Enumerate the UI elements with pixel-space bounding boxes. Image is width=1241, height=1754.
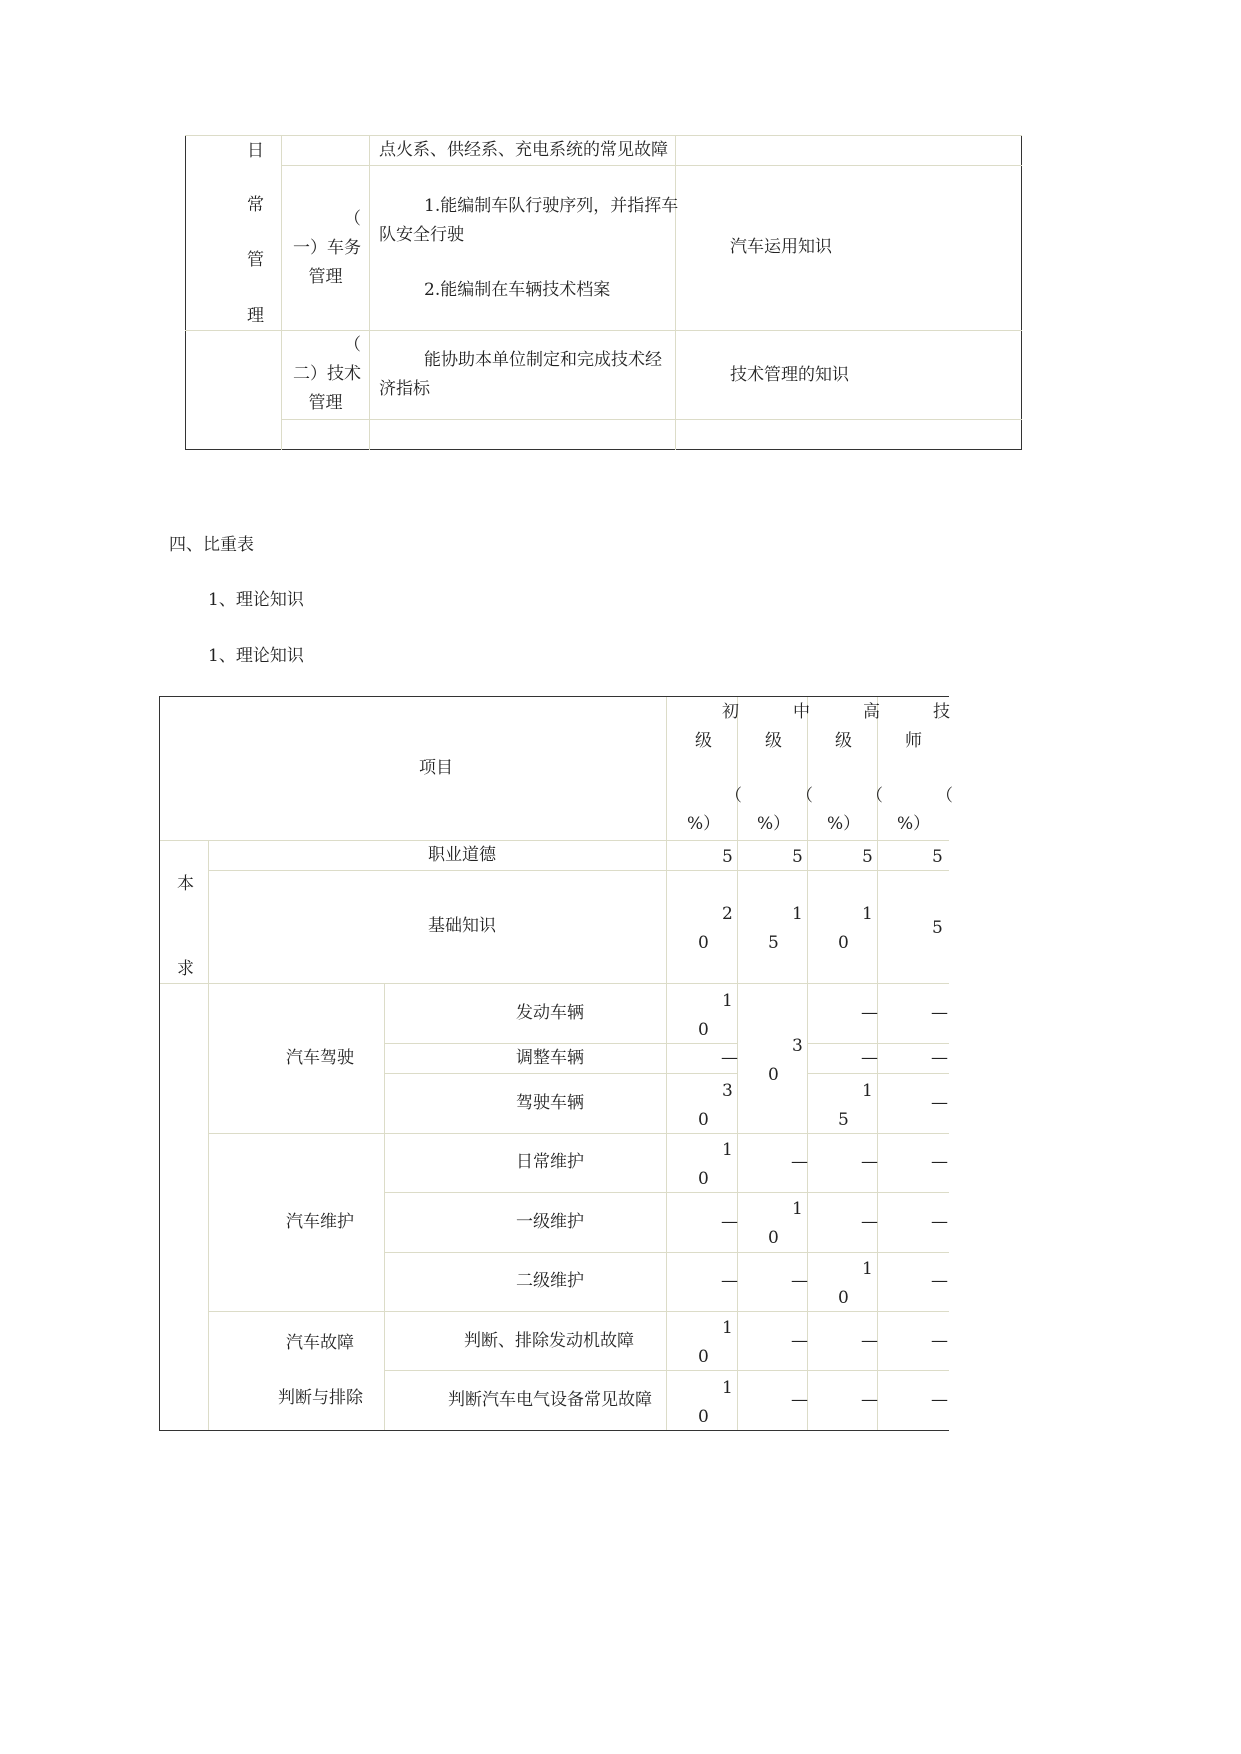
level-header-unit: %） — [687, 814, 721, 834]
section-heading: 四、比重表 — [169, 535, 254, 555]
cell-value: 2 — [722, 904, 733, 924]
cell-value: 0 — [768, 1228, 779, 1248]
group-label: 汽车故障 — [286, 1333, 354, 1353]
group-char: 求 — [177, 959, 194, 979]
cell-value: 5 — [722, 847, 733, 867]
cell-value: 0 — [698, 1347, 709, 1367]
cell-value: 1 — [862, 904, 873, 924]
cell-value: — — [721, 1048, 738, 1068]
cell-value: 1 — [862, 1081, 873, 1101]
content-text: 点火系、供经系、充电系统的常见故障 — [379, 140, 668, 160]
level-header-top: 初 — [722, 702, 739, 722]
cell-value: 5 — [792, 847, 803, 867]
section-char: 理 — [247, 306, 264, 326]
row-label: 职业道德 — [428, 845, 496, 865]
group-label: 判断与排除 — [278, 1388, 363, 1408]
row-label: 驾驶车辆 — [516, 1093, 584, 1113]
item-text: 一）车务 — [293, 238, 361, 258]
item-text: 管理 — [308, 393, 343, 413]
cell-value: 0 — [698, 933, 709, 953]
cell-value: 1 — [722, 1318, 733, 1338]
cell-value: — — [861, 1048, 878, 1068]
cell-value: — — [861, 1331, 878, 1351]
item-header: 项目 — [419, 758, 453, 778]
level-header-unit: %） — [897, 814, 931, 834]
sub-heading: 1、理论知识 — [208, 590, 304, 610]
cell-value: 5 — [768, 933, 779, 953]
level-header-unit: %） — [827, 814, 861, 834]
level-header-mid: 级 — [835, 731, 852, 751]
level-header-open: （ — [866, 786, 883, 806]
row-label: 发动车辆 — [516, 1003, 584, 1023]
item-text: （ — [344, 209, 361, 229]
cell-value: 1 — [722, 991, 733, 1011]
cell-value: — — [861, 1212, 878, 1232]
group-label: 汽车维护 — [286, 1212, 354, 1232]
row-label: 一级维护 — [516, 1212, 584, 1232]
level-header-top: 高 — [863, 702, 880, 722]
knowledge-text: 汽车运用知识 — [730, 237, 832, 257]
cell-value: 1 — [722, 1378, 733, 1398]
cell-value: 1 — [862, 1259, 873, 1279]
level-header-open: （ — [796, 786, 813, 806]
content-text: 队安全行驶 — [379, 225, 464, 245]
cell-value: — — [791, 1331, 808, 1351]
cell-value: — — [861, 1003, 878, 1023]
cell-value: 5 — [862, 847, 873, 867]
content-text: 能协助本单位制定和完成技术经 — [424, 350, 662, 370]
level-header-unit: %） — [757, 814, 791, 834]
row-label: 判断、排除发动机故障 — [464, 1331, 634, 1351]
level-header-top: 技 — [933, 702, 950, 722]
section-char: 日 — [247, 141, 264, 161]
row-label: 日常维护 — [516, 1152, 584, 1172]
level-header-mid: 级 — [695, 731, 712, 751]
cell-value: — — [791, 1390, 808, 1410]
cell-value: 0 — [838, 933, 849, 953]
section-char: 常 — [247, 195, 264, 215]
cell-value: — — [721, 1271, 738, 1291]
cell-value: — — [861, 1390, 878, 1410]
cell-value: 5 — [932, 847, 943, 867]
section-char: 管 — [247, 250, 264, 270]
cell-value: — — [721, 1212, 738, 1232]
cell-value: 1 — [792, 1199, 803, 1219]
cell-value: — — [931, 1152, 948, 1172]
content-text: 2.能编制在车辆技术档案 — [424, 280, 611, 300]
cell-value: — — [931, 1271, 948, 1291]
cell-value: — — [791, 1271, 808, 1291]
cell-value: 0 — [698, 1020, 709, 1040]
cell-value: — — [931, 1003, 948, 1023]
row-label: 判断汽车电气设备常见故障 — [448, 1390, 652, 1410]
cell-value: 5 — [932, 918, 943, 938]
item-text: （ — [344, 335, 361, 355]
knowledge-text: 技术管理的知识 — [730, 365, 849, 385]
row-label: 调整车辆 — [516, 1048, 584, 1068]
cell-value: — — [791, 1152, 808, 1172]
cell-value: — — [931, 1331, 948, 1351]
cell-value: 3 — [722, 1081, 733, 1101]
level-header-top: 中 — [793, 702, 810, 722]
item-text: 管理 — [308, 267, 343, 287]
cell-value: 0 — [698, 1110, 709, 1130]
group-char: 本 — [177, 874, 194, 894]
item-text: 二）技术 — [293, 364, 361, 384]
sub-heading: 1、理论知识 — [208, 646, 304, 666]
content-text: 1.能编制车队行驶序列，并指挥车 — [424, 196, 679, 216]
cell-value: 0 — [698, 1169, 709, 1189]
group-label: 汽车驾驶 — [286, 1048, 354, 1068]
content-text: 济指标 — [379, 379, 430, 399]
cell-value: 0 — [768, 1065, 779, 1085]
cell-value: — — [931, 1048, 948, 1068]
cell-value: 3 — [792, 1036, 803, 1056]
level-header-open: （ — [936, 786, 953, 806]
cell-value: — — [861, 1152, 878, 1172]
cell-value: 1 — [792, 904, 803, 924]
cell-value: 0 — [838, 1288, 849, 1308]
cell-value: — — [931, 1212, 948, 1232]
level-header-open: （ — [725, 786, 742, 806]
cell-value: 1 — [722, 1140, 733, 1160]
cell-value: 0 — [698, 1407, 709, 1427]
cell-value: — — [931, 1093, 948, 1113]
level-header-mid: 级 — [765, 731, 782, 751]
cell-value: — — [931, 1390, 948, 1410]
cell-value: 5 — [838, 1110, 849, 1130]
row-label: 基础知识 — [428, 916, 496, 936]
row-label: 二级维护 — [516, 1271, 584, 1291]
level-header-mid: 师 — [905, 731, 922, 751]
